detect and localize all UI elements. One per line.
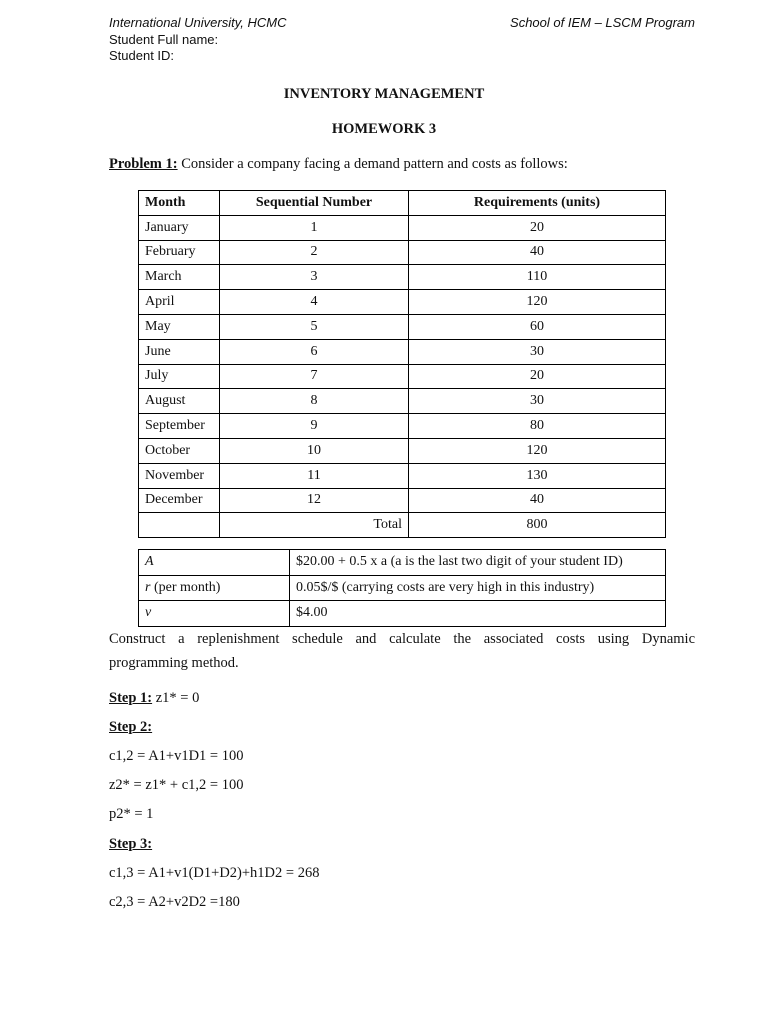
cell-seq: 2: [220, 240, 409, 265]
step-2-label: Step 2:: [109, 719, 153, 735]
table-row: [139, 488, 666, 513]
step-3-heading: [109, 836, 152, 853]
cell-empty: [139, 513, 220, 538]
instruction-line-1: Construct a replenishment schedule and calculate the associated costs using Dynamic: [109, 631, 695, 647]
param-symbol: A: [145, 554, 154, 570]
header-requirements: Requirements (units): [409, 191, 666, 216]
cell-req: 40: [409, 240, 666, 265]
problem-text: Consider a company facing a demand pattern and costs as follows:: [177, 156, 568, 172]
cell-req: 20: [409, 215, 666, 240]
step-1-label: Step 1:: [109, 690, 153, 706]
table-row: [139, 314, 666, 339]
cell-req: 80: [409, 414, 666, 439]
cell-seq: 9: [220, 414, 409, 439]
param-row: [139, 601, 666, 627]
cell-seq: 10: [220, 438, 409, 463]
cell-month: July: [139, 364, 220, 389]
param-label-rest: (per month): [150, 579, 221, 595]
cell-seq: 8: [220, 389, 409, 414]
cell-month: June: [139, 339, 220, 364]
requirements-table: [138, 190, 666, 538]
cell-req: 60: [409, 314, 666, 339]
total-label: Total: [220, 513, 409, 538]
document-header-left: [109, 15, 286, 65]
table-row: [139, 389, 666, 414]
cell-month: March: [139, 265, 220, 290]
step-2-heading: [109, 719, 152, 736]
cell-month: January: [139, 215, 220, 240]
document-subtitle: HOMEWORK 3: [331, 121, 437, 137]
cell-seq: 1: [220, 215, 409, 240]
problem-statement: [109, 156, 568, 173]
header-sequential-number: Sequential Number: [220, 191, 409, 216]
header-month: Month: [139, 191, 220, 216]
table-row: [139, 364, 666, 389]
student-name-label: Student Full name:: [109, 31, 219, 47]
param-value: $4.00: [290, 601, 666, 627]
param-row: [139, 575, 666, 601]
param-symbol: v: [145, 605, 152, 621]
table-row: [139, 438, 666, 463]
cell-req: 30: [409, 389, 666, 414]
step-2-line-3: p2* = 1: [109, 806, 154, 822]
cell-req: 130: [409, 463, 666, 488]
cell-month: September: [139, 414, 220, 439]
param-row: [139, 550, 666, 576]
param-label: [139, 601, 290, 627]
cell-month: April: [139, 290, 220, 315]
total-value: 800: [409, 513, 666, 538]
program-name: School of IEM – LSCM Program: [510, 15, 695, 30]
step-2-line-2: z2* = z1* + c1,2 = 100: [109, 777, 244, 793]
cell-seq: 7: [220, 364, 409, 389]
student-id-label: Student ID:: [109, 48, 175, 63]
step-3-line-2: c2,3 = A2+v2D2 =180: [109, 894, 240, 910]
instruction-line-2: programming method.: [109, 655, 239, 671]
param-value: $20.00 + 0.5 x a (a is the last two digit of your student ID): [290, 550, 666, 576]
cell-seq: 11: [220, 463, 409, 488]
cell-month: November: [139, 463, 220, 488]
step-1-text: z1* = 0: [152, 690, 200, 706]
cell-req: 40: [409, 488, 666, 513]
param-value: 0.05$/$ (carrying costs are very high in this industry): [290, 575, 666, 601]
cell-seq: 12: [220, 488, 409, 513]
cell-month: May: [139, 314, 220, 339]
table-header-row: [139, 191, 666, 216]
cell-req: 110: [409, 265, 666, 290]
cell-month: December: [139, 488, 220, 513]
document-title: INVENTORY MANAGEMENT: [283, 86, 485, 102]
cell-req: 30: [409, 339, 666, 364]
cell-req: 120: [409, 438, 666, 463]
cell-seq: 6: [220, 339, 409, 364]
step-3-label: Step 3:: [109, 836, 153, 852]
university-name: International University, HCMC: [109, 15, 287, 30]
table-row: [139, 414, 666, 439]
table-row: [139, 339, 666, 364]
cell-month: October: [139, 438, 220, 463]
table-row: [139, 240, 666, 265]
table-total-row: [139, 513, 666, 538]
cell-req: 20: [409, 364, 666, 389]
cell-month: August: [139, 389, 220, 414]
param-label: [139, 575, 290, 601]
param-symbol: r: [145, 579, 151, 595]
step-2-line-1: c1,2 = A1+v1D1 = 100: [109, 748, 244, 764]
cell-seq: 5: [220, 314, 409, 339]
param-label: [139, 550, 290, 576]
table-row: [139, 215, 666, 240]
step-3-line-1: c1,3 = A1+v1(D1+D2)+h1D2 = 268: [109, 865, 320, 881]
cell-seq: 3: [220, 265, 409, 290]
table-row: [139, 290, 666, 315]
cell-month: February: [139, 240, 220, 265]
cell-req: 120: [409, 290, 666, 315]
problem-label: Problem 1:: [109, 156, 178, 172]
table-row: [139, 463, 666, 488]
cell-seq: 4: [220, 290, 409, 315]
table-row: [139, 265, 666, 290]
cost-parameters-table: [138, 549, 666, 627]
step-1: [109, 690, 199, 707]
